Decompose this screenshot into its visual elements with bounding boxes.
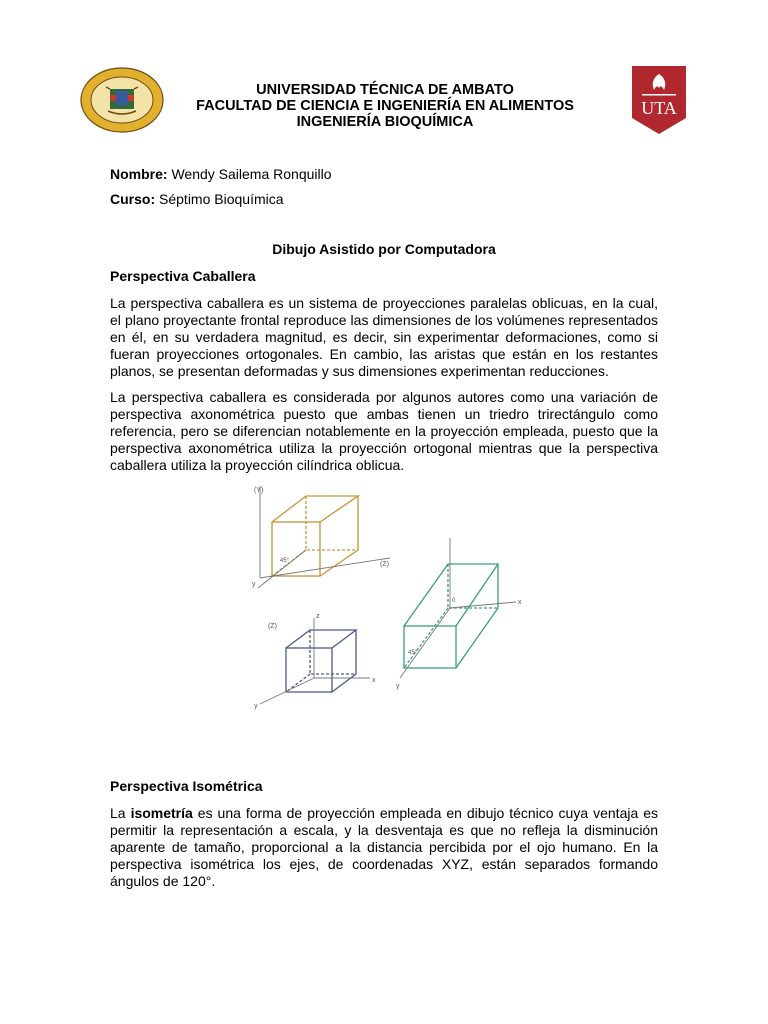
green-box-angle: 45°	[408, 650, 418, 656]
cavalier-perspective-figure	[240, 478, 540, 718]
blue-box-label-z-axis: z	[316, 613, 320, 620]
green-box-origin: 0	[452, 598, 456, 604]
name-value: Wendy Sailema Ronquillo	[171, 166, 332, 182]
faculty-name: FACULTAD DE CIENCIA E INGENIERÍA EN ALIMENTOS	[196, 98, 574, 114]
paragraph-isometrica	[110, 805, 658, 890]
isometrica-intro: La	[110, 805, 131, 821]
name-field	[110, 166, 332, 182]
orange-box-drawing	[272, 496, 358, 576]
document-header	[170, 82, 600, 130]
course-value: Séptimo Bioquímica	[159, 191, 284, 207]
university-name: UNIVERSIDAD TÉCNICA DE AMBATO	[256, 82, 514, 98]
green-box-label-y: y	[396, 683, 400, 690]
university-seal-logo	[80, 67, 164, 133]
blue-box-label-x: x	[372, 677, 376, 684]
orange-box-label-y-axis: y	[252, 581, 256, 588]
blue-box-label-y: y	[254, 703, 258, 710]
program-name: INGENIERÍA BIOQUÍMICA	[296, 114, 474, 130]
paragraph-caballera-1: La perspectiva caballera es un sistema de proyecciones paralelas oblicuas, en la cual, el plano proyectante frontal reproduce las dimensiones de los volúmenes representados en él, en su verdadera magnitud, es decir, sin experimentar deformaciones, como si fueran proyecciones ortogonales. En cambio, las aristas que están en los restantes planos, se presentan deformadas y sus dimensiones experimentan reducciones.	[110, 295, 658, 379]
document-title: Dibujo Asistido por Computadora	[272, 241, 496, 257]
isometria-term: isometría	[130, 805, 193, 821]
isometrica-text: es una forma de proyección empleada en dibujo técnico cuya ventaja es permitir la representación a escala, y la desventaja es que no refleja la disminución aparente de tamaño, proporcional a la distancia percibida por el ojo humano. En la perspectiva isométrica los ejes, de coordenadas XYZ, están separados formando ángulos de 120°.	[110, 805, 659, 889]
course-field	[110, 191, 284, 207]
paragraph-caballera-2: La perspectiva caballera es considerada por algunos autores como una variación de perspectiva axonométrica puesto que ambas tienen un triedro trirectángulo como referencia, pero se diferencian notablemente en la proyección empleada, puesto que la perspectiva axonométrica utiliza la proyección ortogonal mientras que la perspectiva caballera utiliza la proyección cilíndrica oblicua.	[110, 389, 658, 473]
green-box-label-x: x	[518, 599, 522, 606]
blue-box-axes	[260, 618, 370, 704]
section-heading-isometrica: Perspectiva Isométrica	[110, 778, 263, 794]
course-label: Curso:	[110, 191, 156, 207]
name-label: Nombre:	[110, 166, 168, 182]
uta-logo	[630, 66, 688, 134]
blue-box-drawing	[286, 630, 356, 692]
uta-logo-text: UTA	[641, 98, 677, 118]
orange-box-angle: 45°	[280, 558, 290, 564]
section-heading-caballera: Perspectiva Caballera	[110, 268, 256, 284]
green-box-label-z: (Z)	[380, 561, 389, 568]
blue-box-label-z: (Z)	[268, 623, 277, 630]
orange-box-label-y: (Y)	[254, 487, 264, 494]
